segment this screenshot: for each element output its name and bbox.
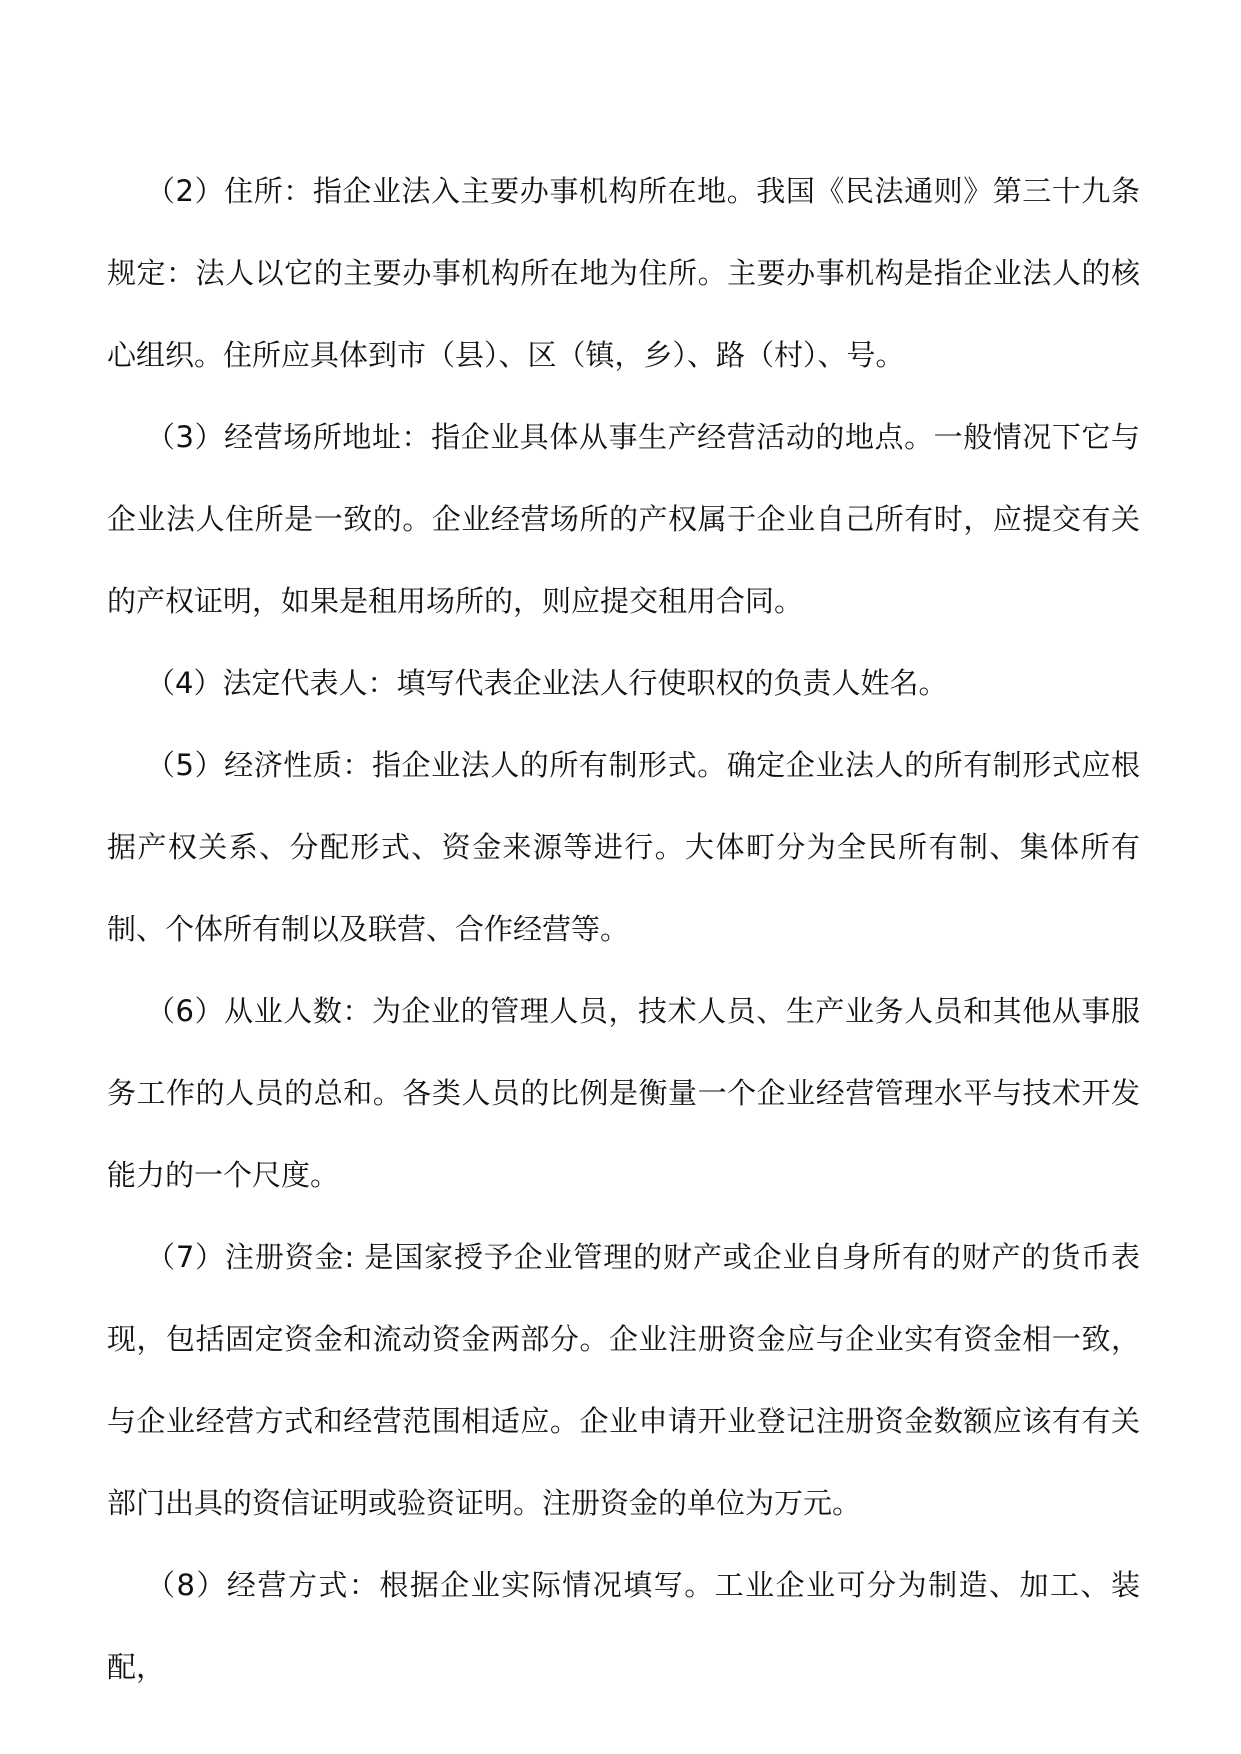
- paragraph-business-address: （3）经营场所地址：指企业具体从事生产经营活动的地点。一般情况下它与企业法人住所是一致的。企业经营场所的产权属于企业自己所有时，应提交有关的产权证明，如果是租用场所的，则应提交租用合同。: [107, 420, 1140, 618]
- paragraph-economic-nature: （5）经济性质：指企业法人的所有制形式。确定企业法人的所有制形式应根据产权关系、分配形式、资金来源等进行。大体町分为全民所有制、集体所有制、个体所有制以及联营、合作经营等。: [107, 748, 1140, 946]
- document-page: [107, 150, 1140, 1708]
- paragraph-business-mode: （8）经营方式：根据企业实际情况填写。工业企业可分为制造、加工、装配，: [107, 1568, 1140, 1684]
- paragraph-residence: （2）住所：指企业法入主要办事机构所在地。我国《民法通则》第三十九条规定：法人以它的主要办事机构所在地为住所。主要办事机构是指企业法人的核心组织。住所应具体到市（县）、区（镇，乡）、路（村）、号。: [107, 174, 1140, 372]
- paragraph-legal-representative: （4）法定代表人：填写代表企业法人行使职权的负责人姓名。: [146, 666, 948, 700]
- paragraph-employee-count: （6）从业人数：为企业的管理人员，技术人员、生产业务人员和其他从事服务工作的人员的总和。各类人员的比例是衡量一个企业经营管理水平与技术开发能力的一个尺度。: [107, 994, 1140, 1192]
- paragraph-registered-capital: （7）注册资金: 是国家授予企业管理的财产或企业自身所有的财产的货币表现，包括固定资金和流动资金两部分。企业注册资金应与企业实有资金相一致，与企业经营方式和经营范围相适应。企业申请开业登记注册资金数额应该有有关部门出具的资信证明或验资证明。注册资金的单位为万元。: [107, 1240, 1140, 1520]
